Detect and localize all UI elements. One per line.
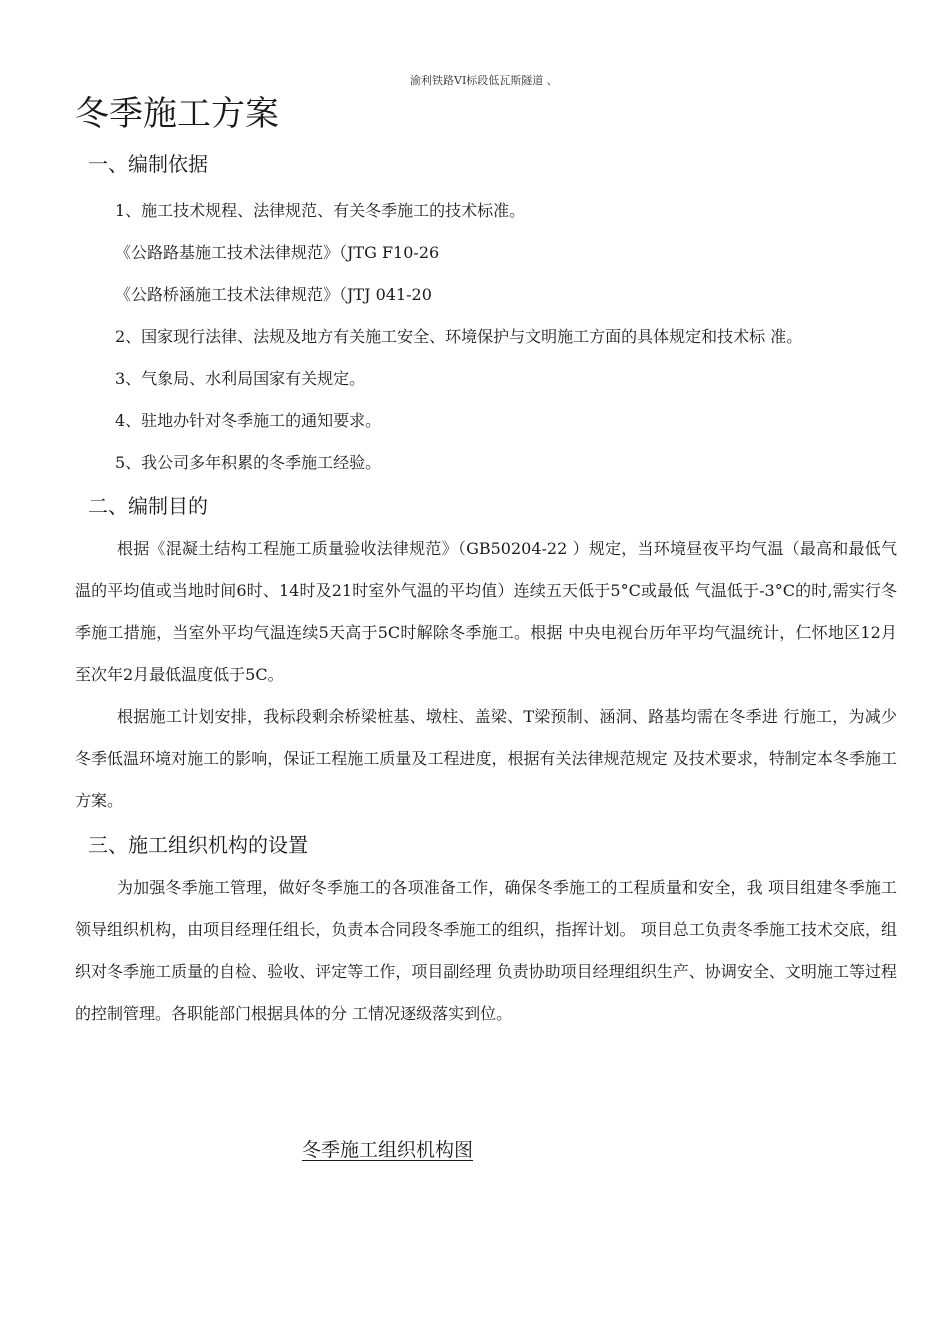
purpose-paragraph: 根据《混凝土结构工程施工质量验收法律规范》（GB50204-22 ）规定，当环境昼夜平均气温（最高和最低气温的平均值或当地时间6时、14时及21时室外气温的平均值）连续五天低于5°C或最低 气温低于-3°C的时,需实行冬季施工措施，当室外平均气温连续5天高于5C时解除冬季施工。根据 中央电视台历年平均气温统计，仁怀地区12月至次年2月最低温度低于5C。 [75,539,897,684]
basis-item: 5、我公司多年积累的冬季施工经验。 [115,453,382,472]
basis-item: 3、气象局、水利局国家有关规定。 [115,369,366,388]
purpose-paragraph: 根据施工计划安排，我标段剩余桥梁桩基、墩柱、盖梁、T梁预制、涵洞、路基均需在冬季进 行施工，为减少冬季低温环境对施工的影响，保证工程施工质量及工程进度，根据有关法律规范规定 及技术要求，特制定本冬季施工方案。 [75,707,897,810]
basis-item: 《公路路基施工技术法律规范》（JTG F10-26 [115,243,440,262]
section-heading-basis: 一、编制依据 [88,152,208,176]
section-heading-purpose: 二、编制目的 [88,494,208,518]
basis-item: 《公路桥涵施工技术法律规范》（JTJ 041-20 [115,285,432,304]
section-heading-organization: 三、施工组织机构的设置 [88,833,308,857]
basis-item: 1、施工技术规程、法律规范、有关冬季施工的技术标准。 [115,201,526,220]
figure-caption: 冬季施工组织机构图 [302,1139,474,1161]
basis-item: 2、国家现行法律、法规及地方有关施工安全、环境保护与文明施工方面的具体规定和技术标 准。 [115,327,803,346]
header-note: 渝利铁路VI标段低瓦斯隧道 、 [410,74,558,87]
organization-paragraph: 为加强冬季施工管理，做好冬季施工的各项准备工作，确保冬季施工的工程质量和安全，我 项目组建冬季施工领导组织机构，由项目经理任组长，负责本合同段冬季施工的组织，指挥计划。 项目总工负责冬季施工技术交底，组织对冬季施工质量的自检、验收、评定等工作，项目副经理 负责协助项目经理组织生产、协调安全、文明施工等过程的控制管理。各职能部门根据具体的分 工情况逐级落实到位。 [75,878,897,1023]
basis-item: 4、驻地办针对冬季施工的通知要求。 [115,411,382,430]
document-title: 冬季施工方案 [75,94,279,134]
